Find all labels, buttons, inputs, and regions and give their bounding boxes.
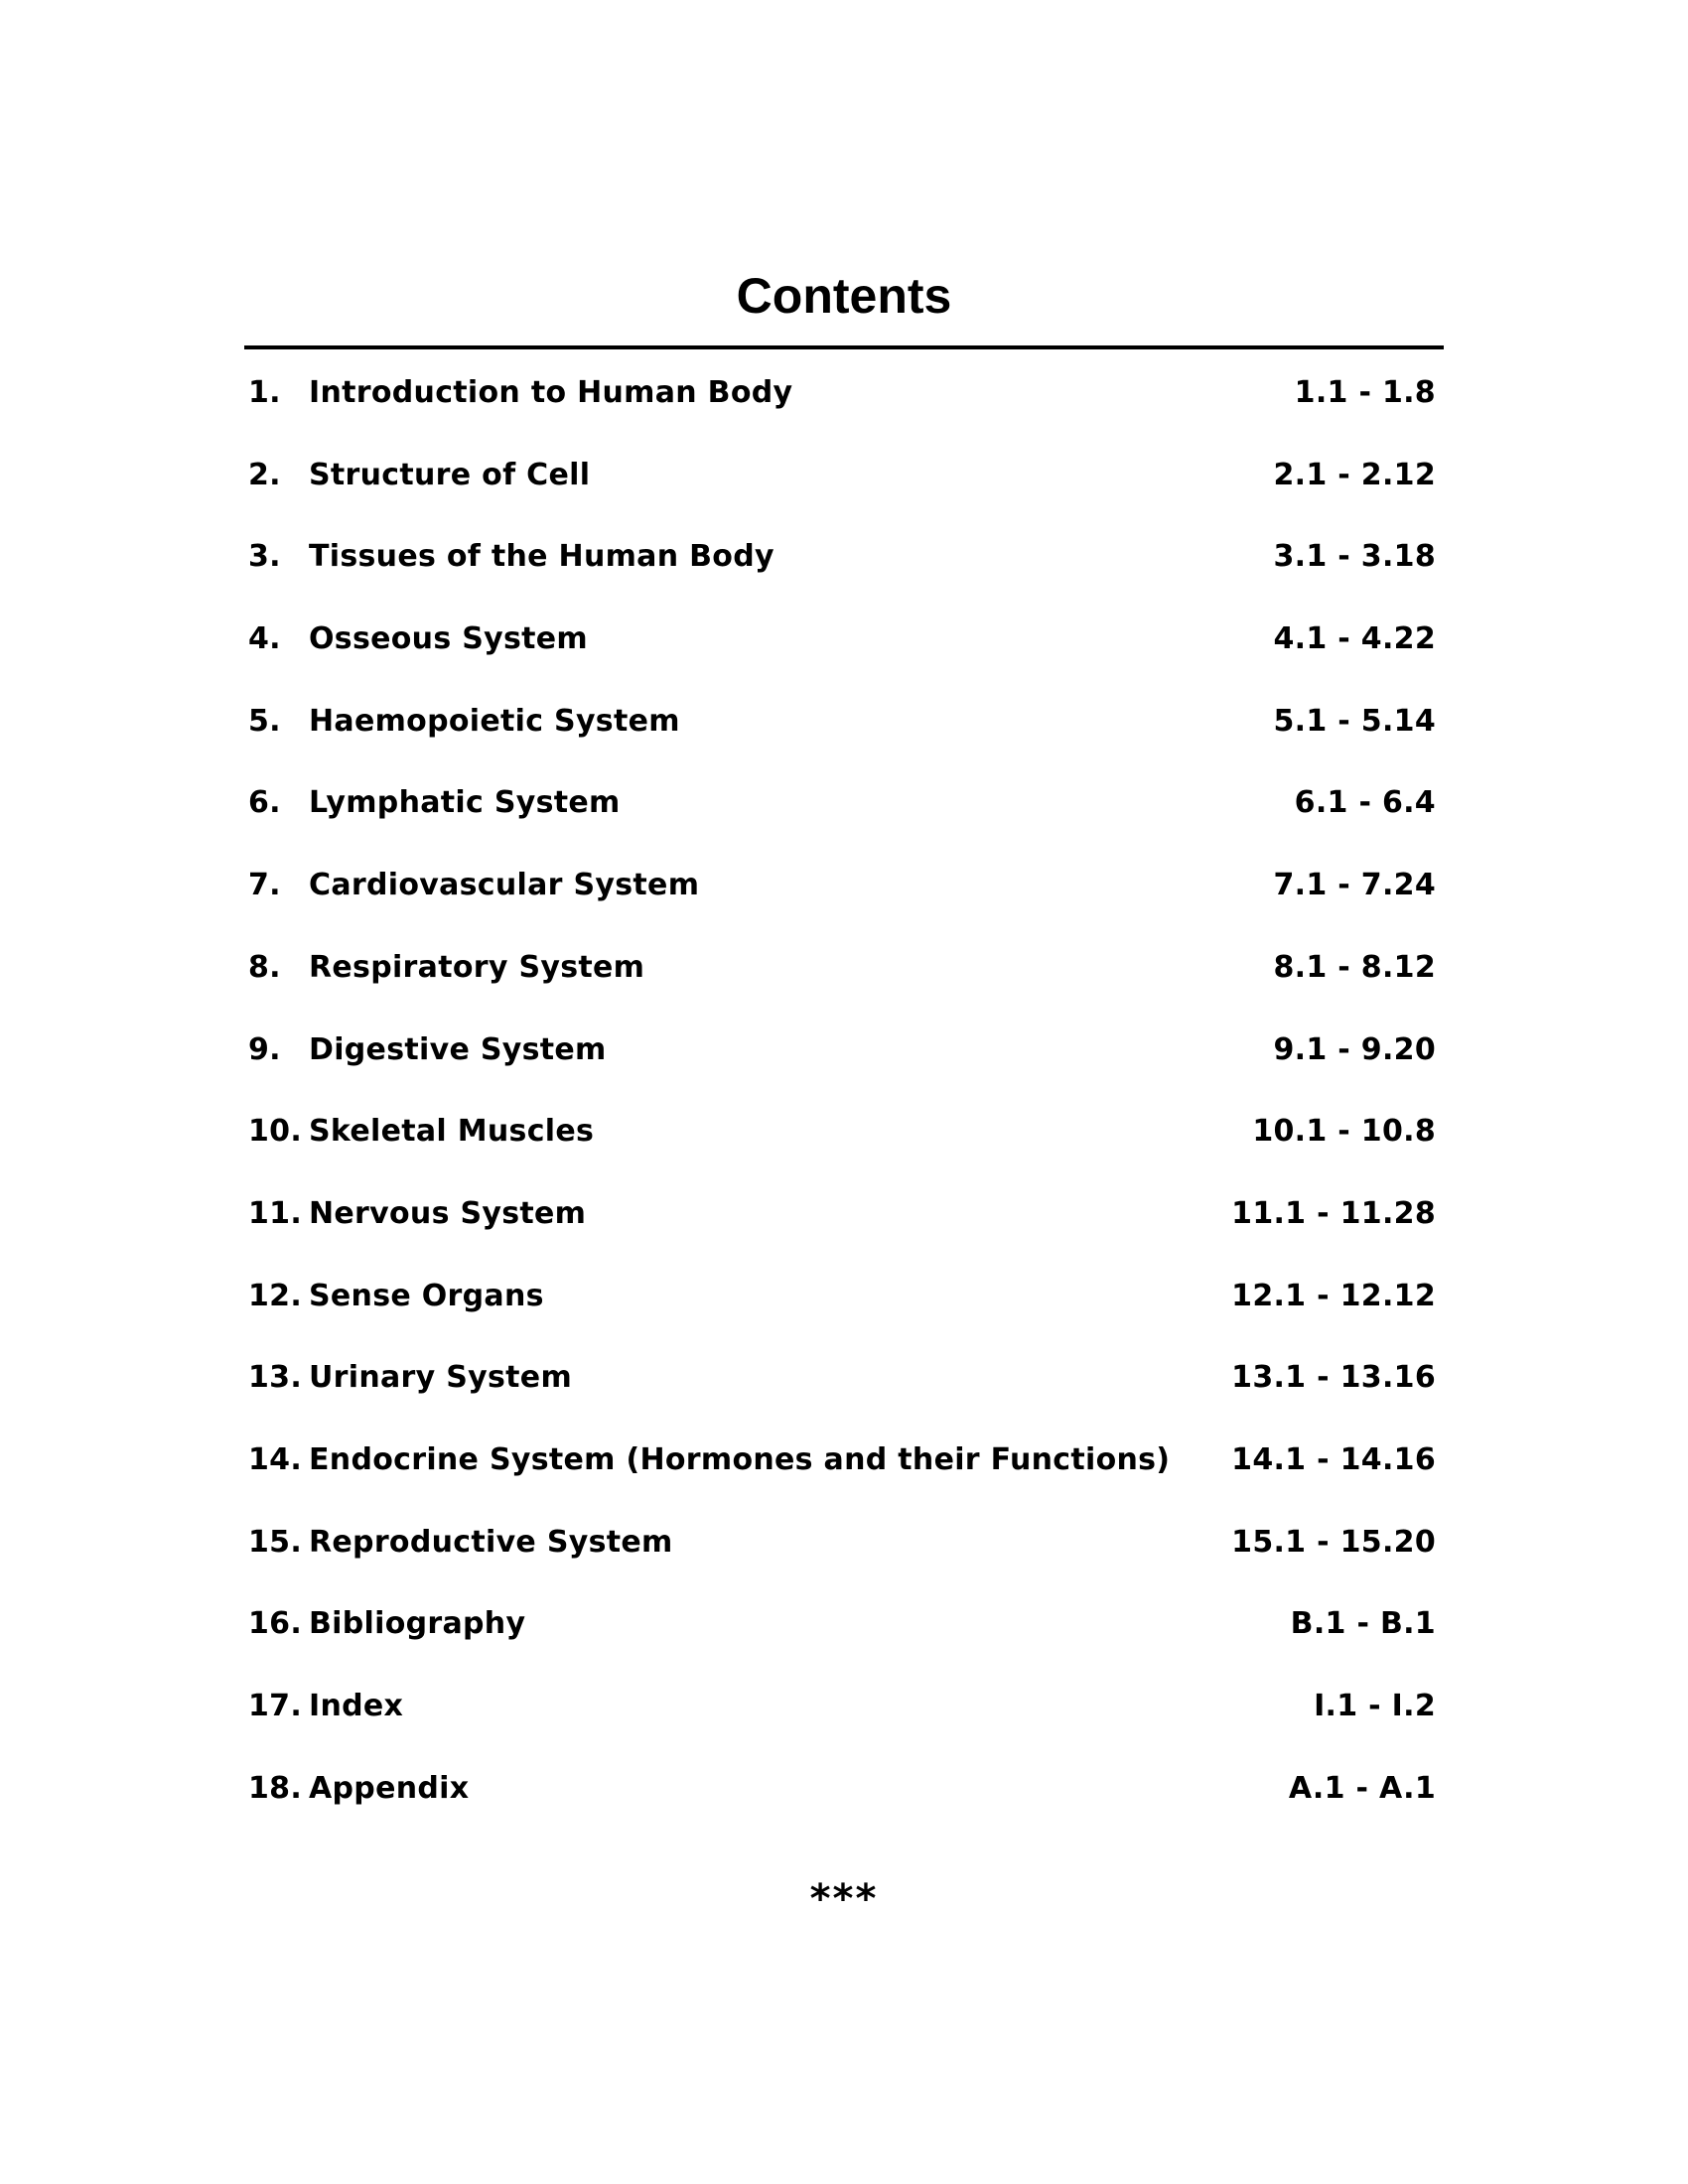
toc-entry-pages: I.1 - I.2 <box>1314 1689 1436 1723</box>
toc-entry <box>244 1433 1436 1515</box>
toc-entry-title: Introduction to Human Body <box>309 375 793 410</box>
toc-entry-number: 9. <box>248 1031 281 1067</box>
toc-entry-number: 11. <box>248 1195 303 1231</box>
toc-entry-number: 4. <box>248 621 281 657</box>
toc-entry-pages: 9.1 - 9.20 <box>1273 1031 1436 1067</box>
toc-entry-title: Endocrine System (Hormones and their Functions) <box>309 1441 1171 1477</box>
toc-entry-number: 12. <box>248 1278 303 1313</box>
toc-entry <box>244 529 1436 612</box>
toc-entry <box>244 448 1436 530</box>
toc-entry-number: 5. <box>248 703 281 739</box>
toc-entry <box>244 1515 1436 1597</box>
toc-entry-pages: 8.1 - 8.12 <box>1273 949 1436 985</box>
toc-entry-number: 13. <box>248 1360 303 1396</box>
toc-entry-number: 1. <box>248 375 281 410</box>
toc-entry <box>244 612 1436 694</box>
toc-entry <box>244 365 1436 448</box>
toc-entry-pages: 15.1 - 15.20 <box>1231 1524 1436 1560</box>
title-underline <box>244 345 1444 349</box>
toc-entry-title: Skeletal Muscles <box>309 1114 595 1150</box>
toc-entry-title: Bibliography <box>309 1606 526 1642</box>
toc-entry <box>244 1350 1436 1433</box>
toc-entry-title: Haemopoietic System <box>309 703 680 739</box>
toc-entry <box>244 775 1436 858</box>
toc-entry-number: 15. <box>248 1524 303 1560</box>
toc-entry-title: Respiratory System <box>309 949 645 985</box>
toc-entry-pages: 10.1 - 10.8 <box>1252 1114 1436 1150</box>
toc-entry-title: Index <box>309 1689 404 1723</box>
toc-entry-pages: 4.1 - 4.22 <box>1273 621 1436 657</box>
toc-entry-title: Lymphatic System <box>309 785 621 821</box>
toc-entry-pages: 2.1 - 2.12 <box>1273 457 1436 492</box>
toc-entry-pages: 12.1 - 12.12 <box>1231 1278 1436 1313</box>
toc-entry-number: 2. <box>248 457 281 492</box>
toc-entry <box>244 1596 1436 1679</box>
toc-entry <box>244 1023 1436 1105</box>
toc-entry-title: Structure of Cell <box>309 457 591 492</box>
toc-entry <box>244 1679 1436 1761</box>
toc-entry-number: 7. <box>248 868 281 903</box>
toc-entry <box>244 858 1436 940</box>
toc-entry-pages: 7.1 - 7.24 <box>1273 868 1436 903</box>
table-of-contents <box>244 365 1436 1843</box>
toc-entry-pages: 5.1 - 5.14 <box>1273 703 1436 739</box>
toc-entry-title: Urinary System <box>309 1360 573 1396</box>
toc-entry-title: Digestive System <box>309 1031 607 1067</box>
toc-entry-number: 17. <box>248 1689 303 1723</box>
toc-entry-number: 8. <box>248 949 281 985</box>
toc-entry-title: Cardiovascular System <box>309 868 700 903</box>
toc-entry-pages: 6.1 - 6.4 <box>1294 785 1436 821</box>
toc-entry-pages: 14.1 - 14.16 <box>1231 1441 1436 1477</box>
toc-entry-number: 16. <box>248 1606 303 1642</box>
page-title: Contents <box>736 268 952 324</box>
toc-entry <box>244 694 1436 776</box>
toc-entry <box>244 940 1436 1023</box>
toc-entry-number: 14. <box>248 1441 303 1477</box>
toc-entry-title: Reproductive System <box>309 1524 673 1560</box>
end-mark: *** <box>809 1876 879 1922</box>
toc-entry-pages: 3.1 - 3.18 <box>1273 539 1436 575</box>
toc-entry-pages: B.1 - B.1 <box>1290 1606 1436 1642</box>
toc-entry-title: Sense Organs <box>309 1278 544 1313</box>
toc-entry-pages: 13.1 - 13.16 <box>1231 1360 1436 1396</box>
toc-entry <box>244 1761 1436 1843</box>
toc-entry-number: 18. <box>248 1770 303 1806</box>
toc-entry-title: Nervous System <box>309 1195 587 1231</box>
toc-entry-title: Tissues of the Human Body <box>309 539 774 575</box>
toc-entry-number: 3. <box>248 539 281 575</box>
toc-entry-number: 6. <box>248 785 281 821</box>
toc-entry-number: 10. <box>248 1114 303 1150</box>
toc-entry <box>244 1186 1436 1269</box>
toc-entry <box>244 1104 1436 1186</box>
toc-entry-pages: 1.1 - 1.8 <box>1294 375 1436 410</box>
toc-entry-title: Appendix <box>309 1770 470 1806</box>
toc-entry-pages: A.1 - A.1 <box>1288 1770 1436 1806</box>
toc-entry-pages: 11.1 - 11.28 <box>1231 1195 1436 1231</box>
toc-entry-title: Osseous System <box>309 621 588 657</box>
toc-entry <box>244 1269 1436 1351</box>
